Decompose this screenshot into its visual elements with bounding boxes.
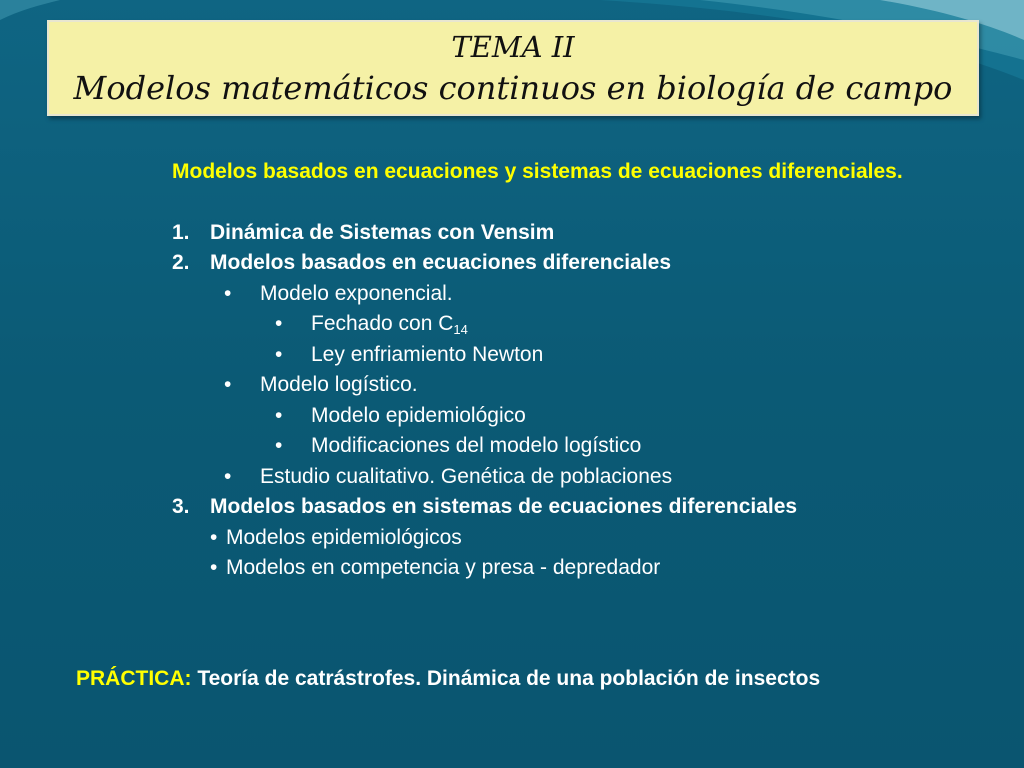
practica-text: Teoría de catrástrofes. Dinámica de una población de insectos [197,667,821,690]
sub-item-epidemiologicos [172,523,932,554]
sub-item-text: Modelo exponencial. [260,281,453,305]
sub-item-exponential [172,279,932,310]
sub-sub-item-text [311,309,468,340]
bullet-icon: • [210,525,218,549]
item-number: 3. [172,495,190,518]
item-text: Modelos basados en ecuaciones diferenciales [210,251,672,274]
bullet-icon: • [224,464,232,488]
slide-title-line1: TEMA II [451,30,575,64]
list-item-1 [172,218,932,249]
sub-sub-item-text: Modificaciones del modelo logístico [311,434,642,457]
sub-item-competencia [172,553,932,584]
sub-sub-item-fechado [172,309,932,340]
bullet-icon: • [224,373,232,396]
carbon-subscript: 14 [453,322,468,337]
sub-item-text: Estudio cualitativo. Genética de poblaciones [260,464,673,488]
sub-item-text: Modelos en competencia y presa - depredador [226,556,661,579]
list-item-2 [172,248,932,279]
sub-item-qualitative [172,462,932,493]
sub-sub-item-modificaciones [172,431,932,462]
sub-item-text: Modelo logístico. [260,373,418,396]
intro-text: Modelos basados en ecuaciones y sistemas de ecuaciones diferenciales. [172,160,903,183]
item-text: Dinámica de Sistemas con Vensim [210,220,555,244]
bullet-icon: • [275,434,283,457]
sub-item-logistic [172,370,932,401]
sub-item-text: Modelos epidemiológicos [226,525,462,549]
content-list [172,157,932,584]
bullet-icon: • [275,312,283,335]
item-number: 2. [172,251,190,274]
sub-sub-item-newton [172,340,932,371]
practica-line [76,664,820,694]
bullet-icon: • [224,281,232,305]
item-number: 1. [172,220,190,244]
sub-sub-item-text: Modelo epidemiológico [311,403,526,427]
bullet-icon: • [275,342,283,366]
list-item-3 [172,492,932,523]
bullet-icon: • [275,403,283,427]
title-box [47,20,979,116]
item-text: Modelos basados en sistemas de ecuaciones diferenciales [210,495,798,518]
sub-sub-item-text: Ley enfriamiento Newton [311,342,544,366]
slide-title-line2: Modelos matemáticos continuos en biología de campo [73,69,953,107]
practica-label: PRÁCTICA: [76,667,192,690]
sub-sub-item-epidemiologico [172,401,932,432]
bullet-icon: • [210,556,218,579]
fechado-text: Fechado con C [311,312,454,335]
